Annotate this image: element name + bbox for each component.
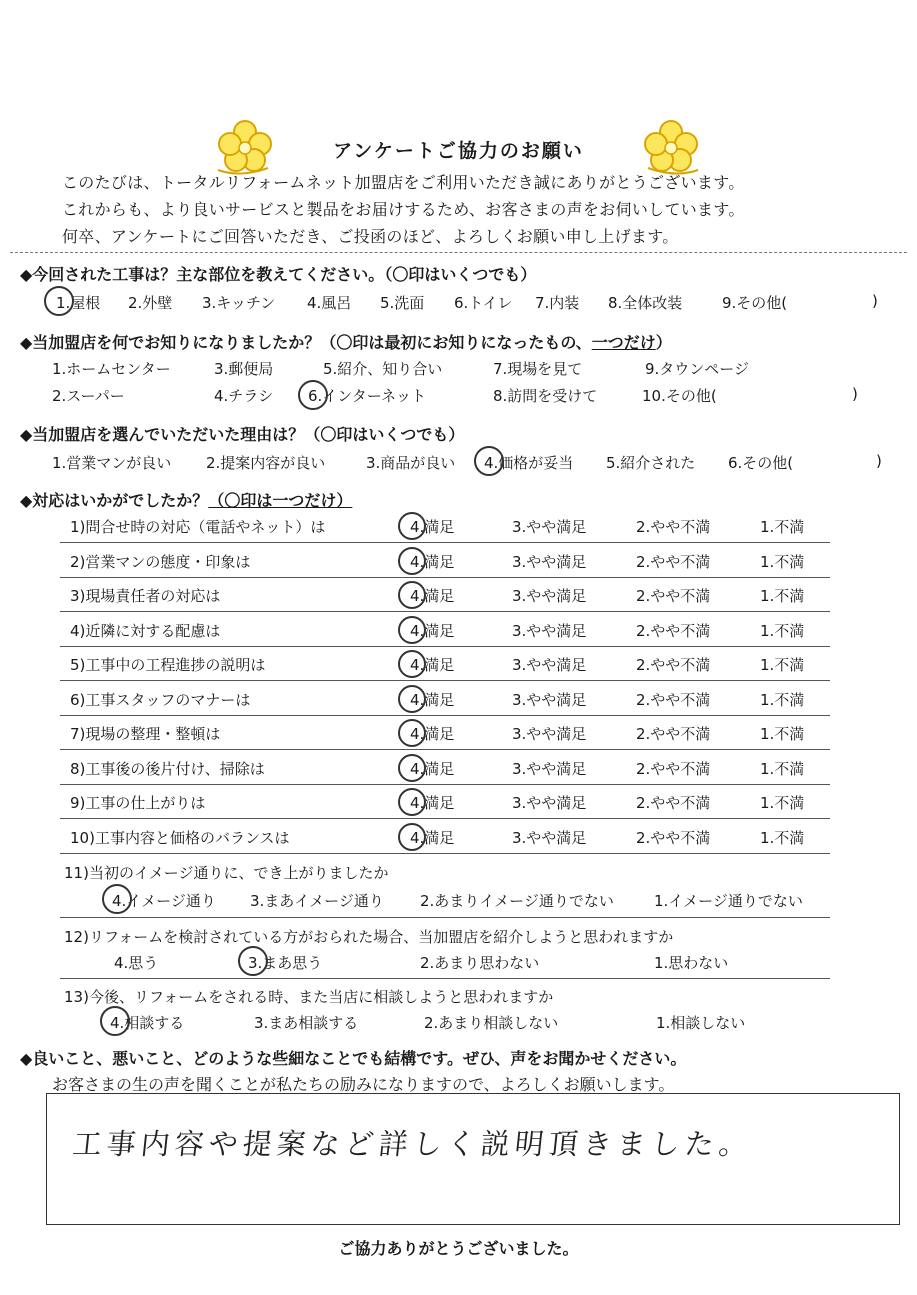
rating-option[interactable]: 3.やや満足: [512, 829, 587, 847]
answer-mark-icon: [398, 719, 426, 747]
option[interactable]: 2.あまり相談しない: [424, 1014, 559, 1032]
option[interactable]: 7.現場を見て: [493, 360, 583, 378]
rating-option[interactable]: 3.やや満足: [512, 691, 587, 709]
rating-row: [60, 543, 830, 578]
rating-option[interactable]: 4.満足: [410, 622, 455, 640]
rating-option[interactable]: 1.不満: [760, 794, 805, 812]
sub-question: 13)今後、リフォームをされる時、また当店に相談しようと思われますか: [64, 988, 554, 1006]
rating-row: [60, 577, 830, 612]
rating-row: [60, 784, 830, 819]
rating-option[interactable]: 3.やや満足: [512, 656, 587, 674]
question-heading: ◆対応はいかがでしたか？（〇印は一つだけ）: [20, 491, 353, 510]
option-paren: ): [876, 452, 882, 470]
rating-option[interactable]: 1.不満: [760, 760, 805, 778]
answer-mark-icon: [398, 512, 426, 540]
option[interactable]: 6.トイレ: [454, 294, 513, 312]
rating-option[interactable]: 2.やや不満: [636, 691, 711, 709]
option[interactable]: 3.郵便局: [214, 360, 274, 378]
rating-question: 7)現場の整理・整頓は: [70, 725, 221, 743]
rating-option[interactable]: 1.不満: [760, 691, 805, 709]
rating-option[interactable]: 4.満足: [410, 691, 455, 709]
rating-option[interactable]: 4.満足: [410, 587, 455, 605]
option[interactable]: 1.ホームセンター: [52, 360, 171, 378]
answer-mark-icon: [398, 547, 426, 575]
option[interactable]: 4.思う: [114, 954, 159, 972]
option[interactable]: 1.思わない: [654, 954, 729, 972]
option[interactable]: 4.チラシ: [214, 387, 274, 405]
rating-row: [60, 750, 830, 785]
option[interactable]: 2.提案内容が良い: [206, 454, 326, 472]
rating-question: 2)営業マンの態度・印象は: [70, 553, 251, 571]
rating-option[interactable]: 3.やや満足: [512, 553, 587, 571]
option[interactable]: 9.タウンページ: [645, 360, 750, 378]
rating-option[interactable]: 1.不満: [760, 518, 805, 536]
question-heading: ◆当加盟店を選んでいただいた理由は？（〇印はいくつでも）: [20, 425, 465, 444]
rating-question: 8)工事後の後片付け、掃除は: [70, 760, 265, 778]
answer-mark-icon: [398, 823, 426, 851]
option[interactable]: 9.その他(: [722, 294, 788, 312]
option[interactable]: 4.価格が妥当: [484, 454, 574, 472]
rating-option[interactable]: 1.不満: [760, 553, 805, 571]
option[interactable]: 3.キッチン: [202, 294, 276, 312]
rating-row: [60, 819, 830, 854]
comment-subheading: お客さまの生の声を聞くことが私たちの励みになりますので、よろしくお願いします。: [52, 1075, 675, 1094]
answer-mark-icon: [102, 884, 132, 914]
option[interactable]: 1.屋根: [56, 294, 101, 312]
option[interactable]: 2.あまり思わない: [420, 954, 540, 972]
sub-question: 11)当初のイメージ通りに、でき上がりましたか: [64, 864, 389, 882]
option[interactable]: 8.訪問を受けて: [493, 387, 598, 405]
rating-option[interactable]: 1.不満: [760, 622, 805, 640]
answer-mark-icon: [298, 380, 328, 410]
option[interactable]: 5.紹介された: [606, 454, 696, 472]
option[interactable]: 6.その他(: [728, 454, 794, 472]
rating-option[interactable]: 3.やや満足: [512, 518, 587, 536]
answer-mark-icon: [398, 754, 426, 782]
rating-option[interactable]: 2.やや不満: [636, 656, 711, 674]
rating-row: [60, 681, 830, 716]
rating-option[interactable]: 3.やや満足: [512, 794, 587, 812]
option[interactable]: 3.まあ相談する: [254, 1014, 359, 1032]
rating-row: [60, 646, 830, 681]
comment-box[interactable]: [46, 1093, 900, 1225]
rating-option[interactable]: 4.満足: [410, 829, 455, 847]
rating-option[interactable]: 2.やや不満: [636, 622, 711, 640]
rating-row: [60, 612, 830, 647]
rating-question: 6)工事スタッフのマナーは: [70, 691, 251, 709]
thank-you-text: ご協力ありがとうございました。: [338, 1239, 579, 1258]
answer-mark-icon: [398, 650, 426, 678]
option[interactable]: 1.相談しない: [656, 1014, 746, 1032]
divider: [10, 252, 907, 253]
rating-question: 10)工事内容と価格のバランスは: [70, 829, 290, 847]
option[interactable]: 4.風呂: [307, 294, 352, 312]
question-heading: ◆今回された工事は？主な部位を教えてください。（〇印はいくつでも）: [20, 265, 537, 284]
question-heading: ◆当加盟店を何でお知りになりましたか？（〇印は最初にお知りになったもの、一つだけ）: [20, 333, 672, 352]
rating-option[interactable]: 4.満足: [410, 553, 455, 571]
option[interactable]: 3.まあ思う: [248, 954, 323, 972]
divider: [60, 917, 830, 918]
rating-option[interactable]: 2.やや不満: [636, 794, 711, 812]
answer-mark-icon: [44, 286, 74, 316]
rating-question: 3)現場責任者の対応は: [70, 587, 221, 605]
option[interactable]: 6.インターネット: [308, 387, 426, 405]
rating-question: 4)近隣に対する配慮は: [70, 622, 221, 640]
option[interactable]: 8.全体改装: [608, 294, 683, 312]
answer-mark-icon: [474, 446, 504, 476]
rating-option[interactable]: 3.やや満足: [512, 725, 587, 743]
sub-question: 12)リフォームを検討されている方がおられた場合、当加盟店を紹介しようと思われますか: [64, 928, 674, 946]
rating-option[interactable]: 2.やや不満: [636, 553, 711, 571]
divider: [60, 978, 830, 979]
rating-question: 5)工事中の工程進捗の説明は: [70, 656, 266, 674]
page-title: アンケートご協力のお願い: [333, 140, 584, 162]
answer-mark-icon: [100, 1006, 130, 1036]
rating-row: [60, 715, 830, 750]
rating-option[interactable]: 2.やや不満: [636, 518, 711, 536]
answer-mark-icon: [238, 946, 268, 976]
rating-option[interactable]: 2.やや不満: [636, 725, 711, 743]
option-paren: ): [852, 385, 858, 403]
rating-option[interactable]: 4.満足: [410, 518, 455, 536]
option[interactable]: 2.外壁: [128, 294, 173, 312]
rating-option[interactable]: 1.不満: [760, 829, 805, 847]
option[interactable]: 3.まあイメージ通り: [250, 892, 384, 910]
answer-mark-icon: [398, 616, 426, 644]
rating-option[interactable]: 4.満足: [410, 760, 455, 778]
option[interactable]: 1.営業マンが良い: [52, 454, 172, 472]
option[interactable]: 4.相談する: [110, 1014, 185, 1032]
answer-mark-icon: [398, 788, 426, 816]
rating-option[interactable]: 1.不満: [760, 725, 805, 743]
option[interactable]: 5.紹介、知り合い: [323, 360, 443, 378]
rating-option[interactable]: 4.満足: [410, 725, 455, 743]
option[interactable]: 3.商品が良い: [366, 454, 456, 472]
intro-line: 何卒、アンケートにご回答いただき、ご投函のほど、よろしくお願い申し上げます。: [62, 227, 679, 246]
option[interactable]: 10.その他(: [642, 387, 717, 405]
rating-option[interactable]: 2.やや不満: [636, 760, 711, 778]
rating-question: 9)工事の仕上がりは: [70, 794, 206, 812]
option[interactable]: 1.イメージ通りでない: [654, 892, 803, 910]
intro-line: これからも、より良いサービスと製品をお届けするため、お客さまの声をお伺いしています。: [62, 200, 745, 219]
rating-option[interactable]: 4.満足: [410, 794, 455, 812]
rating-option[interactable]: 3.やや満足: [512, 760, 587, 778]
option[interactable]: 5.洗面: [380, 294, 425, 312]
rating-option[interactable]: 4.満足: [410, 656, 455, 674]
rating-row: [60, 508, 830, 543]
rating-option[interactable]: 2.やや不満: [636, 587, 711, 605]
option[interactable]: 4.イメージ通り: [112, 892, 216, 910]
rating-option[interactable]: 3.やや満足: [512, 622, 587, 640]
option[interactable]: 7.内装: [535, 294, 580, 312]
option[interactable]: 2.あまりイメージ通りでない: [420, 892, 614, 910]
intro-line: このたびは、トータルリフォームネット加盟店をご利用いただき誠にありがとうございます。: [62, 173, 745, 192]
option-paren: ): [872, 292, 878, 310]
answer-mark-icon: [398, 581, 426, 609]
handwritten-comment: 工事内容や提案など詳しく説明頂きました。: [71, 1127, 755, 1161]
rating-question: 1)問合せ時の対応（電話やネット）は: [70, 518, 326, 536]
rating-option[interactable]: 1.不満: [760, 587, 805, 605]
rating-option[interactable]: 1.不満: [760, 656, 805, 674]
rating-option[interactable]: 3.やや満足: [512, 587, 587, 605]
answer-mark-icon: [398, 685, 426, 713]
option[interactable]: 2.スーパー: [52, 387, 125, 405]
rating-option[interactable]: 2.やや不満: [636, 829, 711, 847]
comment-heading: ◆良いこと、悪いこと、どのような些細なことでも結構です。ぜひ、声をお聞かせください。: [20, 1049, 687, 1068]
